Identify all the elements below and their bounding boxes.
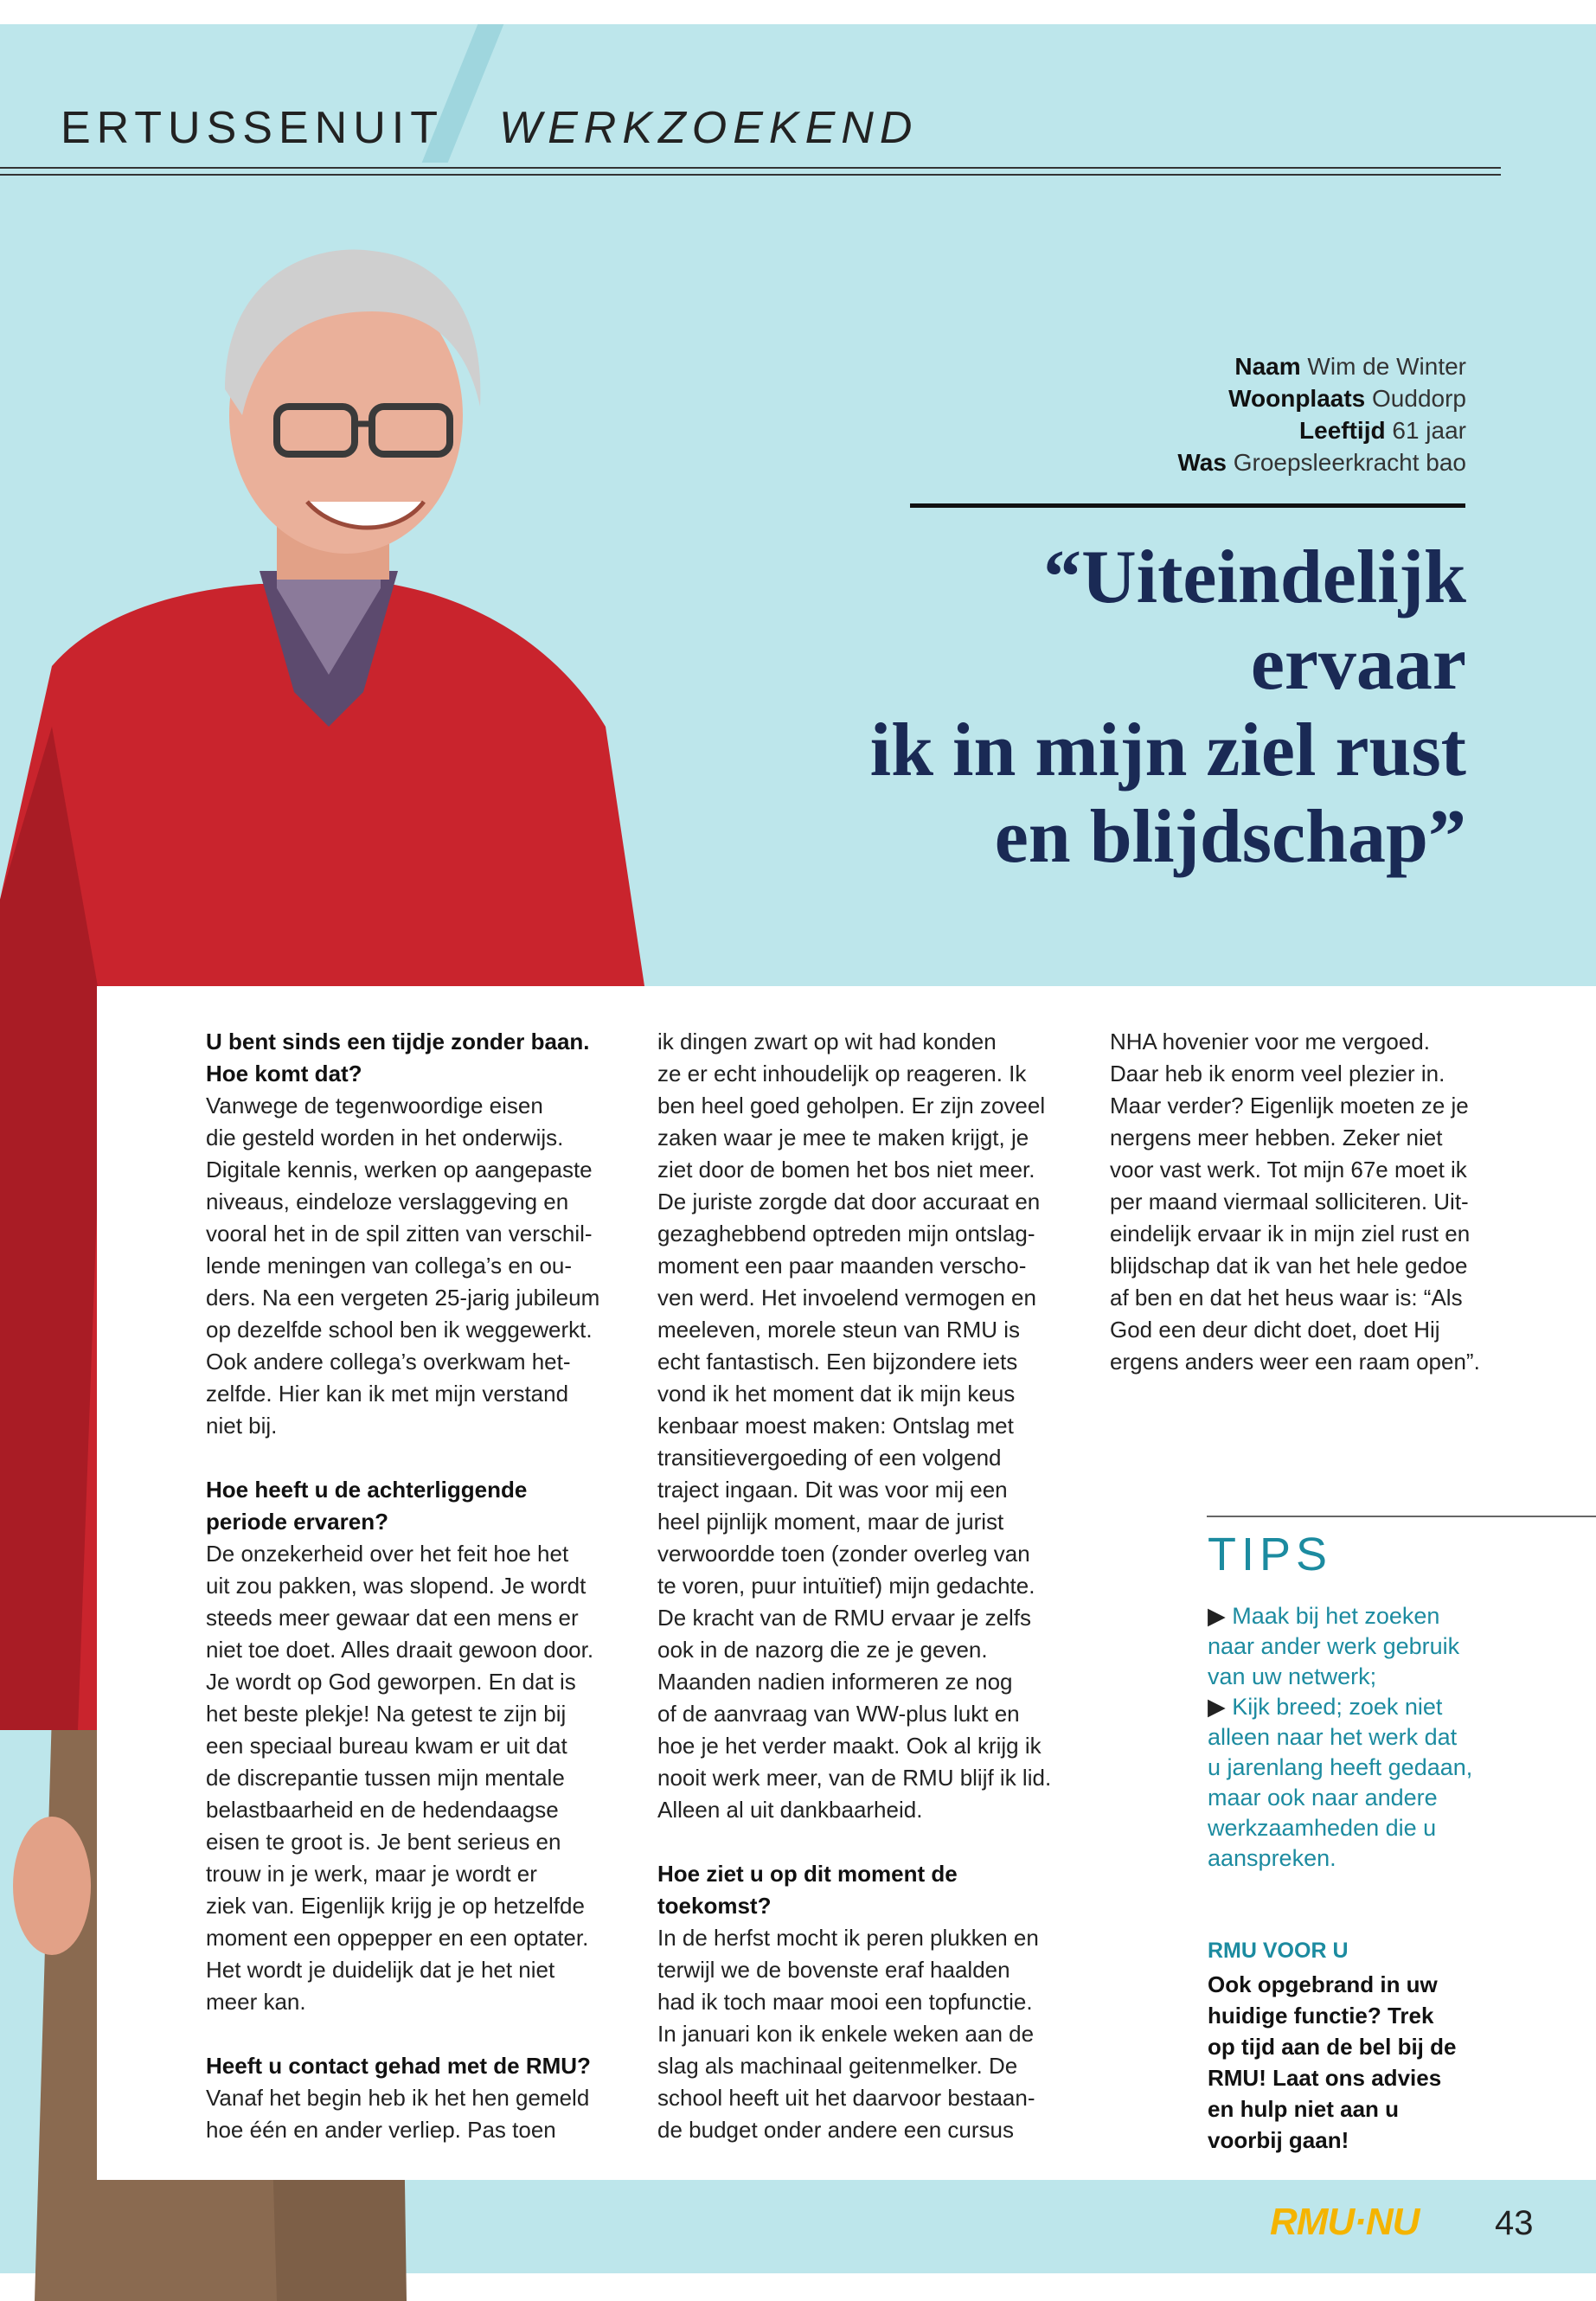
text-line: de discrepantie tussen mijn mentale [206, 1765, 565, 1791]
text-line: voorbij gaan! [1208, 2127, 1349, 2153]
text-line: ik dingen zwart op wit had konden [657, 1029, 997, 1054]
text-line: ergens anders weer een raam open”. [1110, 1349, 1480, 1375]
text-line: traject ingaan. Dit was voor mij een [657, 1477, 1008, 1503]
text-line: de budget onder andere een cursus [657, 2117, 1014, 2143]
text-line: ven werd. Het invoelend vermogen en [657, 1285, 1036, 1311]
interview-question [206, 1474, 625, 1538]
text-line: ders. Na een vergeten 25-jarig jubileum [206, 1285, 600, 1311]
tip-line: ▶ Kijk breed; zoek niet [1208, 1694, 1443, 1720]
interview-question [657, 1858, 1073, 1922]
article-column-2 [657, 1026, 1073, 2146]
tip-line: van uw netwerk; [1208, 1663, 1377, 1689]
text-line: verwoordde toen (zonder overleg van [657, 1541, 1030, 1567]
section-name: ERTUSSENUIT [61, 103, 444, 153]
text-line: af ben en dat het heus waar is: “Als [1110, 1285, 1463, 1311]
text-line: Hoe heeft u de achterliggende [206, 1477, 528, 1503]
profile-facts [1177, 350, 1466, 478]
text-line: huidige functie? Trek [1208, 2003, 1434, 2029]
text-line: vooral het in de spil zitten van verschil- [206, 1221, 593, 1247]
text-line: Vanwege de tegenwoordige eisen [206, 1093, 543, 1118]
tips-rule [1207, 1516, 1596, 1517]
text-line: meeleven, morele steun van RMU is [657, 1317, 1021, 1343]
text-line: transitievergoeding of een volgend [657, 1445, 1002, 1471]
text-line: De kracht van de RMU ervaar je zelfs [657, 1605, 1032, 1631]
text-line: nergens meer hebben. Zeker niet [1110, 1125, 1443, 1150]
header-rule [0, 174, 1501, 176]
text-line: Hoe ziet u op dit moment de [657, 1861, 958, 1887]
profile-row-name: Naam Wim de Winter [1234, 353, 1466, 380]
text-line: De juriste zorgde dat door accuraat en [657, 1189, 1041, 1215]
text-line: hoe één en ander verliep. Pas toen [206, 2117, 556, 2143]
text-line: De onzekerheid over het feit hoe het [206, 1541, 569, 1567]
text-line: echt fantastisch. Een bijzondere iets [657, 1349, 1018, 1375]
text-line: Vanaf het begin heb ik het hen gemeld [206, 2085, 590, 2111]
text-line: NHA hovenier voor me vergoed. [1110, 1029, 1430, 1054]
text-line: een speciaal bureau kwam er uit dat [206, 1733, 567, 1759]
text-line: ziek van. Eigenlijk krijg je op hetzelfde [206, 1893, 585, 1919]
text-line: gezaghebbend optreden mijn ontslag- [657, 1221, 1035, 1247]
text-line: God een deur dicht doet, doet Hij [1110, 1317, 1440, 1343]
text-line: eisen te groot is. Je bent serieus en [206, 1829, 561, 1855]
text-line: Daar heb ik enorm veel plezier in. [1110, 1061, 1445, 1086]
interview-answer [206, 1090, 625, 1442]
text-line: Digitale kennis, werken op aangepaste [206, 1157, 593, 1183]
interview-answer [1110, 1026, 1516, 1378]
text-line: moment een oppepper en een optater. [206, 1925, 589, 1951]
tip-item [1208, 1692, 1502, 1874]
text-line: ze er echt inhoudelijk op reageren. Ik [657, 1061, 1027, 1086]
text-line: steeds meer gewaar dat een mens er [206, 1605, 579, 1631]
rmu-voor-u-label: RMU VOOR U [1208, 1939, 1349, 1963]
text-line: eindelijk ervaar ik in mijn ziel rust en [1110, 1221, 1471, 1247]
section-topic: WERKZOEKEND [499, 103, 919, 153]
tip-line: ▶ Maak bij het zoeken [1208, 1603, 1440, 1629]
tip-line: aanspreken. [1208, 1845, 1336, 1871]
text-line: ook in de nazorg die ze je geven. [657, 1637, 988, 1663]
text-line: ziet door de bomen het bos niet meer. [657, 1157, 1035, 1183]
rmu-voor-u-text [1208, 1969, 1484, 2156]
interview-answer [657, 1026, 1073, 1826]
text-line: het beste plekje! Na getest te zijn bij [206, 1701, 567, 1727]
interview-answer [206, 2082, 625, 2146]
paragraph-gap [206, 1442, 625, 1474]
text-line: of de aanvraag van WW-plus lukt en [657, 1701, 1020, 1727]
text-line: Alleen al uit dankbaarheid. [657, 1797, 923, 1823]
tips-title: TIPS [1208, 1529, 1333, 1580]
text-line: zelfde. Hier kan ik met mijn verstand [206, 1381, 569, 1407]
text-line: nooit werk meer, van de RMU blijf ik lid. [657, 1765, 1052, 1791]
tip-line: naar ander werk gebruik [1208, 1633, 1460, 1659]
text-line: Maanden nadien informeren ze nog [657, 1669, 1013, 1695]
interview-question [206, 1026, 625, 1090]
text-line: Heeft u contact gehad met de RMU? [206, 2053, 591, 2079]
text-line: U bent sinds een tijdje zonder baan. [206, 1029, 590, 1054]
triangle-bullet-icon: ▶ [1208, 1603, 1233, 1629]
section-header [61, 102, 919, 154]
text-line: voor vast werk. Tot mijn 67e moet ik [1110, 1157, 1467, 1183]
text-line: die gesteld worden in het onderwijs. [206, 1125, 564, 1150]
text-line: lende meningen van collega’s en ou- [206, 1253, 573, 1279]
rmu-nu-logo: RMU·NU [1270, 2201, 1420, 2243]
text-line: en hulp niet aan u [1208, 2096, 1400, 2122]
headline-quote: “Uiteindelijk ervaar ik in mijn ziel rust en blijdschap” [869, 535, 1466, 879]
text-line: te voren, puur intuïtief) mijn gedachte. [657, 1573, 1035, 1599]
text-line: blijdschap dat ik van het hele gedoe [1110, 1253, 1468, 1279]
text-line: kenbaar moest maken: Ontslag met [657, 1413, 1014, 1439]
text-line: RMU! Laat ons advies [1208, 2065, 1442, 2091]
article-column-3 [1110, 1026, 1516, 1378]
text-line: had ik toch maar mooi een topfunctie. [657, 1989, 1033, 2015]
text-line: trouw in je werk, maar je wordt er [206, 1861, 537, 1887]
text-line: belastbaarheid en de hedendaagse [206, 1797, 559, 1823]
text-line: In januari kon ik enkele weken aan de [657, 2021, 1035, 2047]
interview-answer [657, 1922, 1073, 2146]
text-line: ben heel goed geholpen. Er zijn zoveel [657, 1093, 1046, 1118]
text-line: Ook opgebrand in uw [1208, 1971, 1438, 1997]
text-line: meer kan. [206, 1989, 306, 2015]
text-line: niveaus, eindeloze verslaggeving en [206, 1189, 569, 1215]
text-line: hoe je het verder maakt. Ook al krijg ik [657, 1733, 1042, 1759]
text-line: Het wordt je duidelijk dat je het niet [206, 1957, 555, 1983]
text-line: niet bij. [206, 1413, 278, 1439]
triangle-bullet-icon: ▶ [1208, 1694, 1233, 1720]
text-line: Je wordt op God geworpen. En dat is [206, 1669, 576, 1695]
text-line: Ook andere collega’s overkwam het- [206, 1349, 571, 1375]
text-line: In de herfst mocht ik peren plukken en [657, 1925, 1039, 1951]
interview-answer [206, 1538, 625, 2018]
text-line: heel pijnlijk moment, maar de jurist [657, 1509, 1004, 1535]
text-line: op tijd aan de bel bij de [1208, 2034, 1457, 2060]
page-number: 43 [1495, 2204, 1534, 2242]
text-line: moment een paar maanden verscho- [657, 1253, 1027, 1279]
tip-line: werkzaamheden die u [1208, 1815, 1437, 1841]
text-line: slag als machinaal geitenmelker. De [657, 2053, 1018, 2079]
paragraph-gap [657, 1826, 1073, 1858]
text-line: vond ik het moment dat ik mijn keus [657, 1381, 1016, 1407]
text-line: op dezelfde school ben ik weggewerkt. [206, 1317, 593, 1343]
profile-row-age: Leeftijd 61 jaar [1299, 417, 1466, 444]
tips-list [1208, 1601, 1502, 1874]
tip-line: u jarenlang heeft gedaan, [1208, 1754, 1473, 1780]
tip-item [1208, 1601, 1502, 1692]
tip-line: alleen naar het werk dat [1208, 1724, 1458, 1750]
interview-question [206, 2050, 625, 2082]
text-line: Maar verder? Eigenlijk moeten ze je [1110, 1093, 1469, 1118]
text-line: Hoe komt dat? [206, 1061, 362, 1086]
text-line: toekomst? [657, 1893, 772, 1919]
text-line: niet toe doet. Alles draait gewoon door. [206, 1637, 594, 1663]
header-rule [0, 167, 1501, 169]
text-line: periode ervaren? [206, 1509, 388, 1535]
headline-rule [910, 503, 1465, 508]
text-line: per maand viermaal solliciteren. Uit- [1110, 1189, 1469, 1215]
text-line: uit zou pakken, was slopend. Je wordt [206, 1573, 586, 1599]
text-line: school heeft uit het daarvoor bestaan- [657, 2085, 1035, 2111]
article-column-1 [206, 1026, 625, 2146]
text-line: zaken waar je mee te maken krijgt, je [657, 1125, 1029, 1150]
text-line: terwijl we de bovenste eraf haalden [657, 1957, 1010, 1983]
profile-row-residence: Woonplaats Ouddorp [1228, 385, 1466, 412]
paragraph-gap [206, 2018, 625, 2050]
tip-line: maar ook naar andere [1208, 1785, 1438, 1811]
profile-row-previous-job: Was Groepsleerkracht bao [1177, 449, 1466, 476]
